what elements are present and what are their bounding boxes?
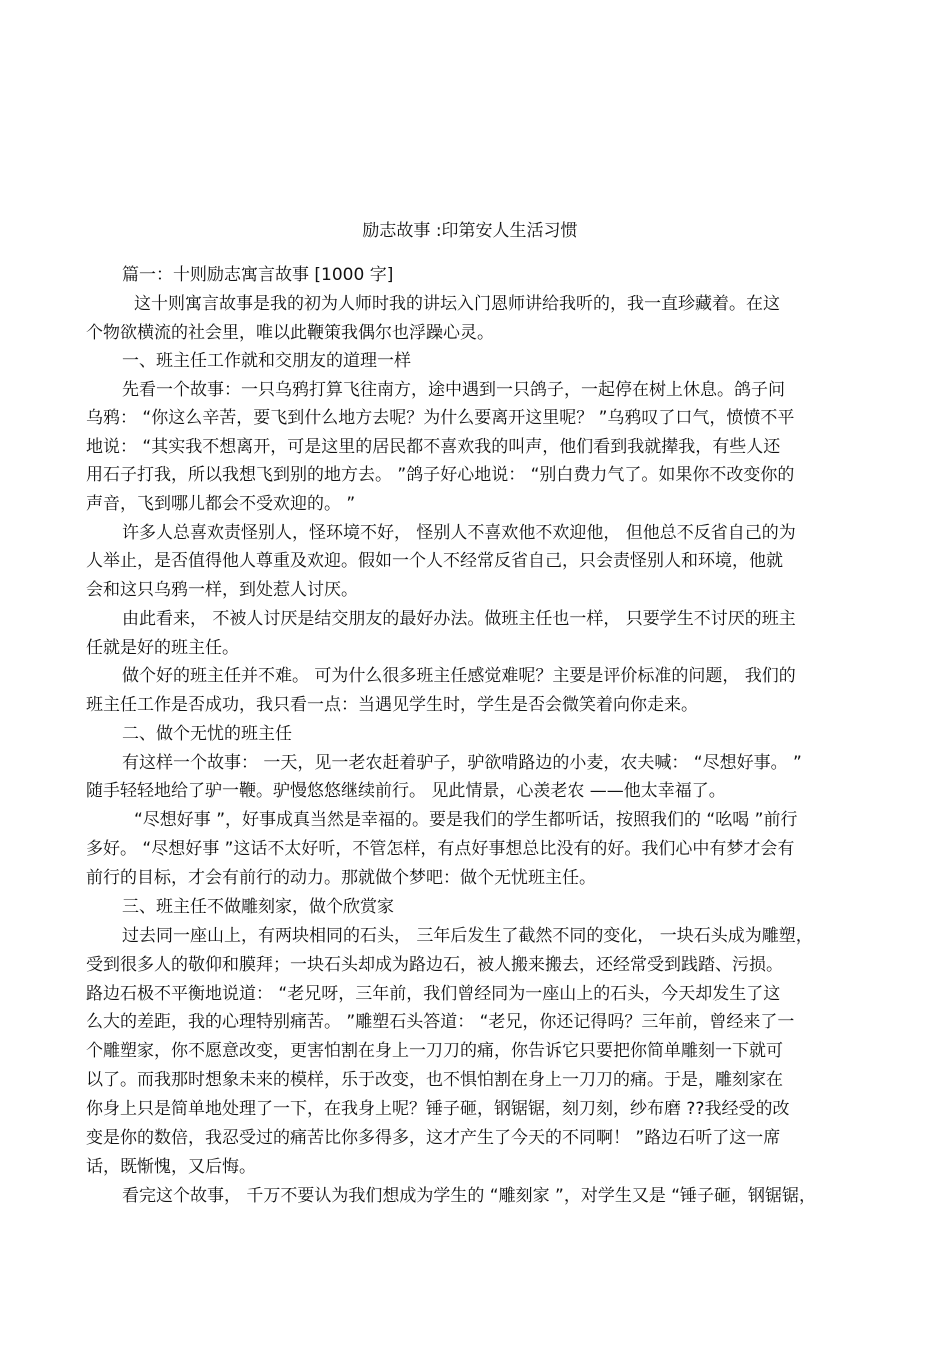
paragraph-line: 班主任工作是否成功，我只看一点：当遇见学生时，学生是否会微笑着向你走来。 xyxy=(86,695,698,715)
paragraph-line: 你身上只是简单地处理了一下，在我身上呢？锤子砸，钢锯锯，刻刀刻，纱布磨 ??我经受的改 xyxy=(86,1099,790,1119)
paragraph-line: 以了。而我那时想象未来的模样，乐于改变，也不惧怕割在身上一刀刀的痛。于是，雕刻家在 xyxy=(86,1070,783,1090)
document-title: 励志故事 :印第安人生活习惯 xyxy=(362,221,578,241)
paragraph-line: 用石子打我，所以我想飞到别的地方去。 ”鸽子好心地说： “别白费力气了。如果你不改变你的 xyxy=(86,465,795,485)
paragraph-line: 乌鸦： “你这么辛苦，要飞到什么地方去呢？为什么要离开这里呢？ ”乌鸦叹了口气，愤愤不平 xyxy=(86,408,795,428)
paragraph-line: 会和这只乌鸦一样，到处惹人讨厌。 xyxy=(86,580,358,600)
paragraph-line: 个雕塑家，你不愿意改变，更害怕割在身上一刀刀的痛，你告诉它只要把你简单雕刻一下就可 xyxy=(86,1041,783,1061)
paragraph-line: 么大的差距，我的心理特别痛苦。 ”雕塑石头答道： “老兄，你还记得吗？三年前，曾经来了一 xyxy=(86,1012,795,1032)
paragraph-line: 前行的目标，才会有前行的动力。那就做个梦吧：做个无忧班主任。 xyxy=(86,868,596,888)
section-heading-1: 篇一：十则励志寓言故事 [1000 字] xyxy=(122,265,394,285)
paragraph-line: 由此看来， 不被人讨厌是结交朋友的最好办法。做班主任也一样， 只要学生不讨厌的班主 xyxy=(122,609,796,629)
paragraph-line: 看完这个故事， 千万不要认为我们想成为学生的 “雕刻家 ”，对学生又是 “锤子砸，钢锯锯， xyxy=(122,1186,817,1206)
paragraph-line: 变是你的数倍，我忍受过的痛苦比你多得多，这才产生了今天的不同啊！ ”路边石听了这一席 xyxy=(86,1128,781,1148)
paragraph-line: 这十则寓言故事是我的初为人师时我的讲坛入门恩师讲给我听的，我一直珍藏着。在这 xyxy=(134,294,780,314)
paragraph-line: 过去同一座山上，有两块相同的石头， 三年后发生了截然不同的变化， 一块石头成为雕塑， xyxy=(122,926,813,946)
paragraph-line: 声音，飞到哪儿都会不受欢迎的。 ” xyxy=(86,494,356,514)
paragraph-line: 个物欲横流的社会里，唯以此鞭策我偶尔也浮躁心灵。 xyxy=(86,323,494,343)
paragraph-line: 人举止，是否值得他人尊重及欢迎。假如一个人不经常反省自己，只会责怪别人和环境，他就 xyxy=(86,551,783,571)
paragraph-line: 受到很多人的敬仰和膜拜；一块石头却成为路边石，被人搬来搬去，还经常受到践踏、污损。 xyxy=(86,955,783,975)
paragraph-line: 有这样一个故事： 一天，见一老农赶着驴子，驴欲啃路边的小麦，农夫喊： “尽想好事。 ” xyxy=(122,753,802,773)
paragraph-line: 多好。 “尽想好事 ”这话不太好听，不管怎样，有点好事想总比没有的好。我们心中有梦才会有 xyxy=(86,839,795,859)
paragraph-line: “尽想好事 ”，好事成真当然是幸福的。要是我们的学生都听话，按照我们的 “吆喝 ”前行 xyxy=(134,810,798,830)
paragraph-line: 路边石极不平衡地说道： “老兄呀，三年前，我们曾经同为一座山上的石头，今天却发生了这 xyxy=(86,984,781,1004)
subheading-2: 二、做个无忧的班主任 xyxy=(122,724,292,744)
paragraph-line: 做个好的班主任并不难。 可为什么很多班主任感觉难呢？主要是评价标准的问题， 我们的 xyxy=(122,666,796,686)
paragraph-line: 许多人总喜欢责怪别人，怪环境不好， 怪别人不喜欢他不欢迎他， 但他总不反省自己的为 xyxy=(122,523,796,543)
paragraph-line: 地说： “其实我不想离开，可是这里的居民都不喜欢我的叫声，他们看到我就撵我，有些人还 xyxy=(86,437,781,457)
paragraph-line: 话，既惭愧，又后悔。 xyxy=(86,1157,256,1177)
paragraph-line: 任就是好的班主任。 xyxy=(86,638,239,658)
paragraph-line: 随手轻轻地给了驴一鞭。驴慢悠悠继续前行。 见此情景，心羡老农 ——他太幸福了。 xyxy=(86,781,726,801)
subheading-3: 三、班主任不做雕刻家，做个欣赏家 xyxy=(122,897,394,917)
subheading-1: 一、班主任工作就和交朋友的道理一样 xyxy=(122,351,411,371)
paragraph-line: 先看一个故事：一只乌鸦打算飞往南方，途中遇到一只鸽子，一起停在树上休息。鸽子问 xyxy=(122,380,785,400)
